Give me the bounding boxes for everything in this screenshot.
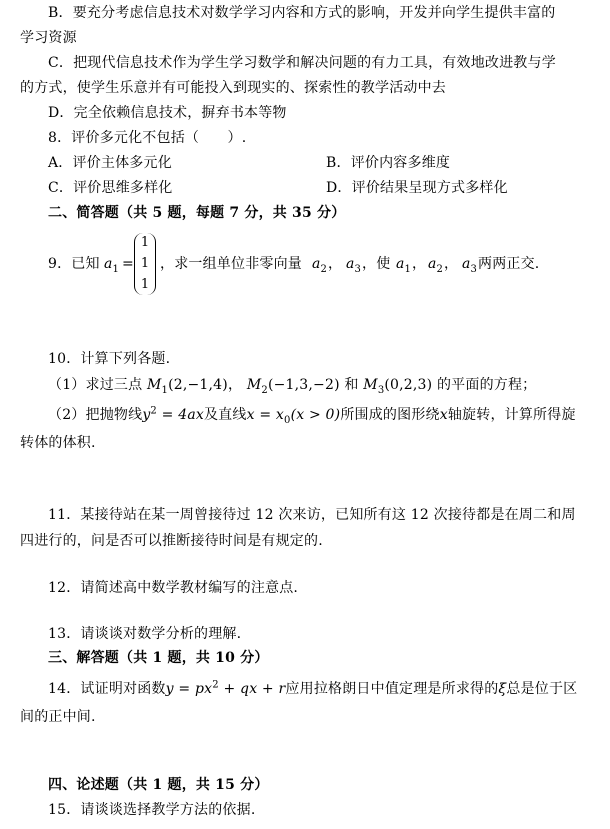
q9-vector-a3-again: $a_3$	[462, 256, 478, 275]
q9-vector-a1-again: $a_1$	[396, 256, 412, 275]
q12: 12．请简述高中数学教材编写的注意点.	[48, 580, 299, 596]
q14-line2: 间的正中间.	[20, 709, 96, 725]
q7-option-d: D．完全依赖信息技术，摒弃书本等物	[48, 105, 287, 121]
q9-stem-middle2: ，使	[362, 256, 391, 272]
q10-part2-line1: （2）把抛物线$y^2 = 4ax$及直线$x = x_0(x > 0)$所围成的图形绕x轴旋转，计算所得旋	[48, 405, 576, 426]
q9-vector-a3: $a_3$	[346, 256, 362, 275]
q9-vector-a2-again: $a_2$	[428, 256, 444, 275]
q7-option-b-line1: B．要充分考虑信息技术对数学学习内容和方式的影响，开发并向学生提供丰富的	[48, 5, 556, 21]
q10-stem: 10．计算下列各题.	[48, 351, 171, 367]
q9-comma4: ，	[444, 256, 459, 272]
q10-part1: （1）求过三点 $M_1(2,-1,4)$， $M_2(-1,3,-2)$ 和 $M_3(0,2,3)$ 的平面的方程；	[48, 377, 537, 396]
section2-heading: 二、简答题（共 5 题，每题 7 分，共 35 分）	[48, 205, 346, 221]
q9-vector-a2: $a_2$	[312, 256, 328, 275]
q14-line1: 14．试证明对函数$y = px^2$ + qx + r应用拉格朗日中值定理是所求得的ξ总是位于区	[48, 679, 578, 697]
q9-suffix: 两两正交.	[478, 256, 540, 272]
section4-heading: 四、论述题（共 1 题，共 15 分）	[48, 777, 269, 793]
q8-option-a: A．评价主体多元化	[48, 155, 172, 171]
q8-stem: 8．评价多元化不包括（ ）.	[48, 130, 247, 146]
q9-comma3: ，	[412, 256, 427, 272]
q7-option-c-line2: 的方式，使学生乐意并有可能投入到现实的、探索性的教学活动中去	[20, 80, 446, 96]
q10-part2-line2: 转体的体积.	[20, 435, 96, 451]
q9-prefix: 9．已知	[48, 256, 100, 272]
q8-option-b: B．评价内容多维度	[326, 155, 451, 171]
q11-line1: 11．某接待站在某一周曾接待过 12 次来访，已知所有这 12 次接待都是在周二和周	[48, 507, 576, 523]
section3-heading: 三、解答题（共 1 题，共 10 分）	[48, 650, 269, 666]
q9-column-vector: 1 1 1	[134, 233, 156, 295]
q9-comma: ，	[328, 256, 343, 272]
q13: 13．请谈谈对数学分析的理解.	[48, 626, 242, 642]
q7-option-b-line2: 学习资源	[20, 30, 77, 46]
q9-equals: =	[122, 256, 134, 272]
q9-stem-middle: ，求一组单位非零向量	[160, 256, 302, 272]
q8-option-c: C．评价思维多样化	[48, 180, 173, 196]
q8-option-d: D．评价结果呈现方式多样化	[326, 180, 508, 196]
q15: 15．请谈谈选择教学方法的依据.	[48, 802, 256, 818]
q11-line2: 四进行的，问是否可以推断接待时间是有规定的.	[20, 533, 323, 549]
q7-option-c-line1: C．把现代信息技术作为学生学习数学和解决问题的有力工具，有效地改进教与学	[48, 55, 556, 71]
q9-vector-a1: $a_1$	[104, 256, 120, 275]
